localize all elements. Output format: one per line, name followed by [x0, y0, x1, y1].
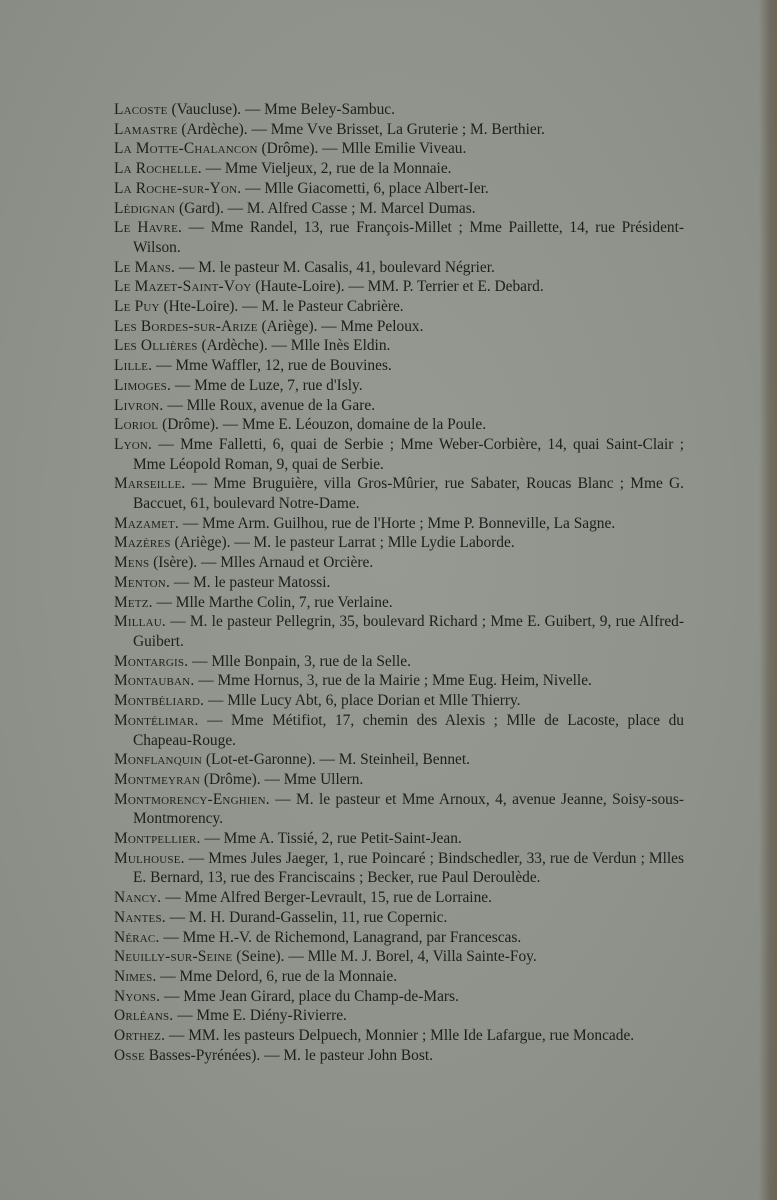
directory-list [114, 100, 684, 1065]
entry-text: (Vaucluse). — Mme Beley-Sambuc. [167, 101, 395, 118]
directory-entry [114, 376, 684, 396]
entry-place: Montargis. [114, 652, 189, 670]
entry-place: Montélimar. [114, 711, 199, 729]
entry-place: Nimes. [114, 967, 157, 985]
entry-place: La Motte-Chalancon [114, 140, 258, 158]
entry-text: (Drôme). — Mme Ullern. [199, 770, 364, 788]
entry-place: Lille. [114, 357, 153, 375]
directory-entry [114, 317, 684, 337]
entry-place: La Roche-sur-Yon. [114, 179, 242, 197]
entry-place: Livron. [114, 396, 164, 414]
directory-entry [114, 849, 684, 888]
entry-place: Lyon. [114, 435, 153, 453]
directory-entry [114, 415, 684, 435]
directory-entry [114, 888, 684, 908]
entry-text: — Mme Waffler, 12, rue de Bouvines. [152, 357, 392, 375]
directory-entry [114, 987, 684, 1007]
directory-entry [114, 553, 684, 573]
entry-text: (Hte-Loire). — M. le Pasteur Cabrière. [159, 298, 404, 316]
entry-text: — Mme Vieljeux, 2, rue de la Monnaie. [201, 160, 452, 178]
directory-entry [114, 691, 684, 711]
entry-place: Montbéliard. [114, 692, 205, 710]
entry-place: Nancy. [114, 889, 162, 907]
entry-text: — M. le pasteur et Mme Arnoux, 4, avenue Jeanne, Soisy-sous-Montmorency. [133, 790, 684, 828]
entry-text: — Mmes Jules Jaeger, 1, rue Poincaré ; Bindschedler, 33, rue de Verdun ; Mlles E. Bernard, 13, rue des Franciscains ; Becker, rue Paul Deroulède. [133, 849, 684, 887]
directory-entry [114, 908, 684, 928]
entry-text: — M. le pasteur Matossi. [170, 573, 331, 591]
directory-entry [114, 573, 684, 593]
directory-entry [114, 1046, 684, 1066]
entry-text: — Mme Randel, 13, rue François-Millet ; Mme Paillette, 14, rue Président-Wilson. [133, 219, 684, 256]
directory-entry [114, 396, 684, 416]
directory-entry [114, 514, 684, 534]
entry-text: — Mme Arm. Guilhou, rue de l'Horte ; Mme P. Bonneville, La Sagne. [178, 514, 616, 532]
entry-place: Limoges. [114, 376, 172, 394]
page-edge-shadow [759, 0, 777, 1200]
directory-entry [114, 770, 684, 790]
entry-place: Le Mazet-Saint-Voy [114, 278, 252, 296]
directory-entry [114, 474, 684, 513]
entry-text: (Drôme). — Mme E. Léouzon, domaine de la Poule. [158, 416, 487, 434]
entry-place: Les Ollières [114, 337, 198, 355]
entry-text: (Isère). — Mlles Arnaud et Orcière. [149, 554, 374, 572]
entry-text: — Mlle Bonpain, 3, rue de la Selle. [188, 652, 411, 670]
entry-place: Marseille. [114, 475, 186, 493]
entry-text: — Mme Jean Girard, place du Champ-de-Mars. [160, 987, 459, 1005]
entry-place: Mens [114, 554, 150, 572]
entry-place: Neuilly-sur-Seine [114, 948, 233, 966]
entry-text: (Seine). — Mlle M. J. Borel, 4, Villa Sainte-Foy. [232, 948, 537, 966]
entry-text: (Drôme). — Mlle Emilie Viveau. [257, 140, 467, 158]
entry-text: (Haute-Loire). — MM. P. Terrier et E. Debard. [251, 278, 544, 296]
entry-place: Millau. [114, 613, 166, 631]
entry-place: Le Havre. [114, 219, 183, 237]
entry-text: (Ariège). — Mme Peloux. [257, 317, 424, 335]
directory-entry [114, 652, 684, 672]
directory-entry [114, 179, 684, 199]
entry-text: — Mme H.-V. de Richemond, Lanagrand, par Francescas. [159, 928, 522, 946]
directory-entry [114, 356, 684, 376]
entry-place: Osse [114, 1046, 145, 1064]
entry-text: (Ariège). — M. le pasteur Larrat ; Mlle Lydie Laborde. [170, 534, 515, 552]
entry-place: Le Mans. [114, 258, 176, 276]
entry-place: Mulhouse. [114, 849, 185, 867]
entry-text: — Mme Falletti, 6, quai de Serbie ; Mme Weber-Corbière, 14, quai Saint-Clair ; Mme Léopold Roman, 9, quai de Serbie. [133, 435, 684, 473]
entry-place: Lédignan [114, 199, 176, 217]
directory-entry [114, 750, 684, 770]
directory-entry [114, 120, 684, 140]
entry-place: Nérac. [114, 928, 160, 946]
entry-text: — M. le pasteur M. Casalis, 41, boulevard Négrier. [175, 258, 495, 276]
entry-text: — Mme Alfred Berger-Levrault, 15, rue de Lorraine. [161, 889, 492, 907]
entry-place: Menton. [114, 573, 171, 591]
directory-entry [114, 297, 684, 317]
entry-place: Orléans. [114, 1007, 174, 1025]
directory-entry [114, 790, 684, 829]
directory-entry [114, 928, 684, 948]
entry-place: Lacoste [114, 101, 168, 118]
entry-place: Le Puy [114, 298, 160, 316]
entry-place: Loriol [114, 416, 159, 434]
entry-text: (Lot-et-Garonne). — M. Steinheil, Bennet. [202, 751, 470, 769]
entry-text: — M. le pasteur Pellegrin, 35, boulevard Richard ; Mme E. Guibert, 9, rue Alfred-Guibert. [133, 613, 684, 650]
directory-entry [114, 258, 684, 278]
directory-entry [114, 967, 684, 987]
directory-entry [114, 139, 684, 159]
entry-place: Montmorency-Enghien. [114, 790, 270, 808]
directory-entry [114, 671, 684, 691]
directory-entry [114, 100, 684, 120]
entry-text: — Mme A. Tissié, 2, rue Petit-Saint-Jean. [200, 830, 462, 848]
entry-text: (Ardèche). — Mlle Inès Eldin. [197, 337, 391, 355]
directory-entry [114, 1026, 684, 1046]
entry-text: — Mlle Lucy Abt, 6, place Dorian et Mlle Thierry. [204, 692, 521, 710]
directory-entry [114, 435, 684, 474]
directory-entry [114, 199, 684, 219]
entry-place: Nantes. [114, 908, 166, 926]
entry-text: — Mlle Marthe Colin, 7, rue Verlaine. [152, 593, 393, 611]
entry-place: Orthez. [114, 1027, 166, 1045]
entry-place: Montmeyran [114, 770, 200, 788]
entry-text: (Gard). — M. Alfred Casse ; M. Marcel Dumas. [175, 199, 476, 217]
directory-entry [114, 336, 684, 356]
entry-place: Nyons. [114, 987, 161, 1005]
directory-entry [114, 218, 684, 257]
entry-text: — Mlle Roux, avenue de la Gare. [163, 396, 376, 414]
directory-entry [114, 947, 684, 967]
entry-text: — MM. les pasteurs Delpuech, Monnier ; Mlle Ide Lafargue, rue Moncade. [165, 1027, 635, 1045]
entry-place: Montpellier. [114, 830, 201, 848]
entry-text: — Mme Bruguière, villa Gros-Mûrier, rue Sabater, Roucas Blanc ; Mme G. Baccuet, 61, boulevard Notre-Dame. [133, 475, 684, 513]
entry-text: Basses-Pyrénées). — M. le pasteur John Bost. [144, 1046, 433, 1064]
directory-entry [114, 1006, 684, 1026]
entry-text: — Mme Delord, 6, rue de la Monnaie. [156, 967, 398, 985]
entry-place: Metz. [114, 593, 153, 611]
entry-place: Mazamet. [114, 514, 179, 532]
entry-place: Mazères [114, 534, 171, 552]
entry-place: Les Bordes-sur-Arize [114, 317, 258, 335]
entry-text: — M. H. Durand-Gasselin, 11, rue Copernic. [165, 908, 448, 926]
directory-entry [114, 612, 684, 651]
directory-entry [114, 593, 684, 613]
entry-text: — Mme Hornus, 3, rue de la Mairie ; Mme Eug. Heim, Nivelle. [194, 672, 592, 690]
directory-entry [114, 533, 684, 553]
entry-text: — Mlle Giacometti, 6, place Albert-Ier. [241, 179, 489, 197]
directory-entry [114, 829, 684, 849]
entry-text: — Mme de Luze, 7, rue d'Isly. [171, 376, 363, 394]
entry-text: (Ardèche). — Mme Vve Brisset, La Gruterie ; M. Berthier. [177, 120, 545, 138]
entry-place: La Rochelle. [114, 160, 202, 178]
directory-entry [114, 711, 684, 750]
entry-text: — Mme E. Diény-Rivierre. [173, 1007, 347, 1025]
directory-entry [114, 159, 684, 179]
entry-place: Montauban. [114, 672, 195, 690]
entry-place: Lamastre [114, 120, 178, 138]
entry-text: — Mme Métifiot, 17, chemin des Alexis ; Mlle de Lacoste, place du Chapeau-Rouge. [133, 711, 684, 749]
directory-entry [114, 277, 684, 297]
entry-place: Monflanquin [114, 751, 202, 769]
